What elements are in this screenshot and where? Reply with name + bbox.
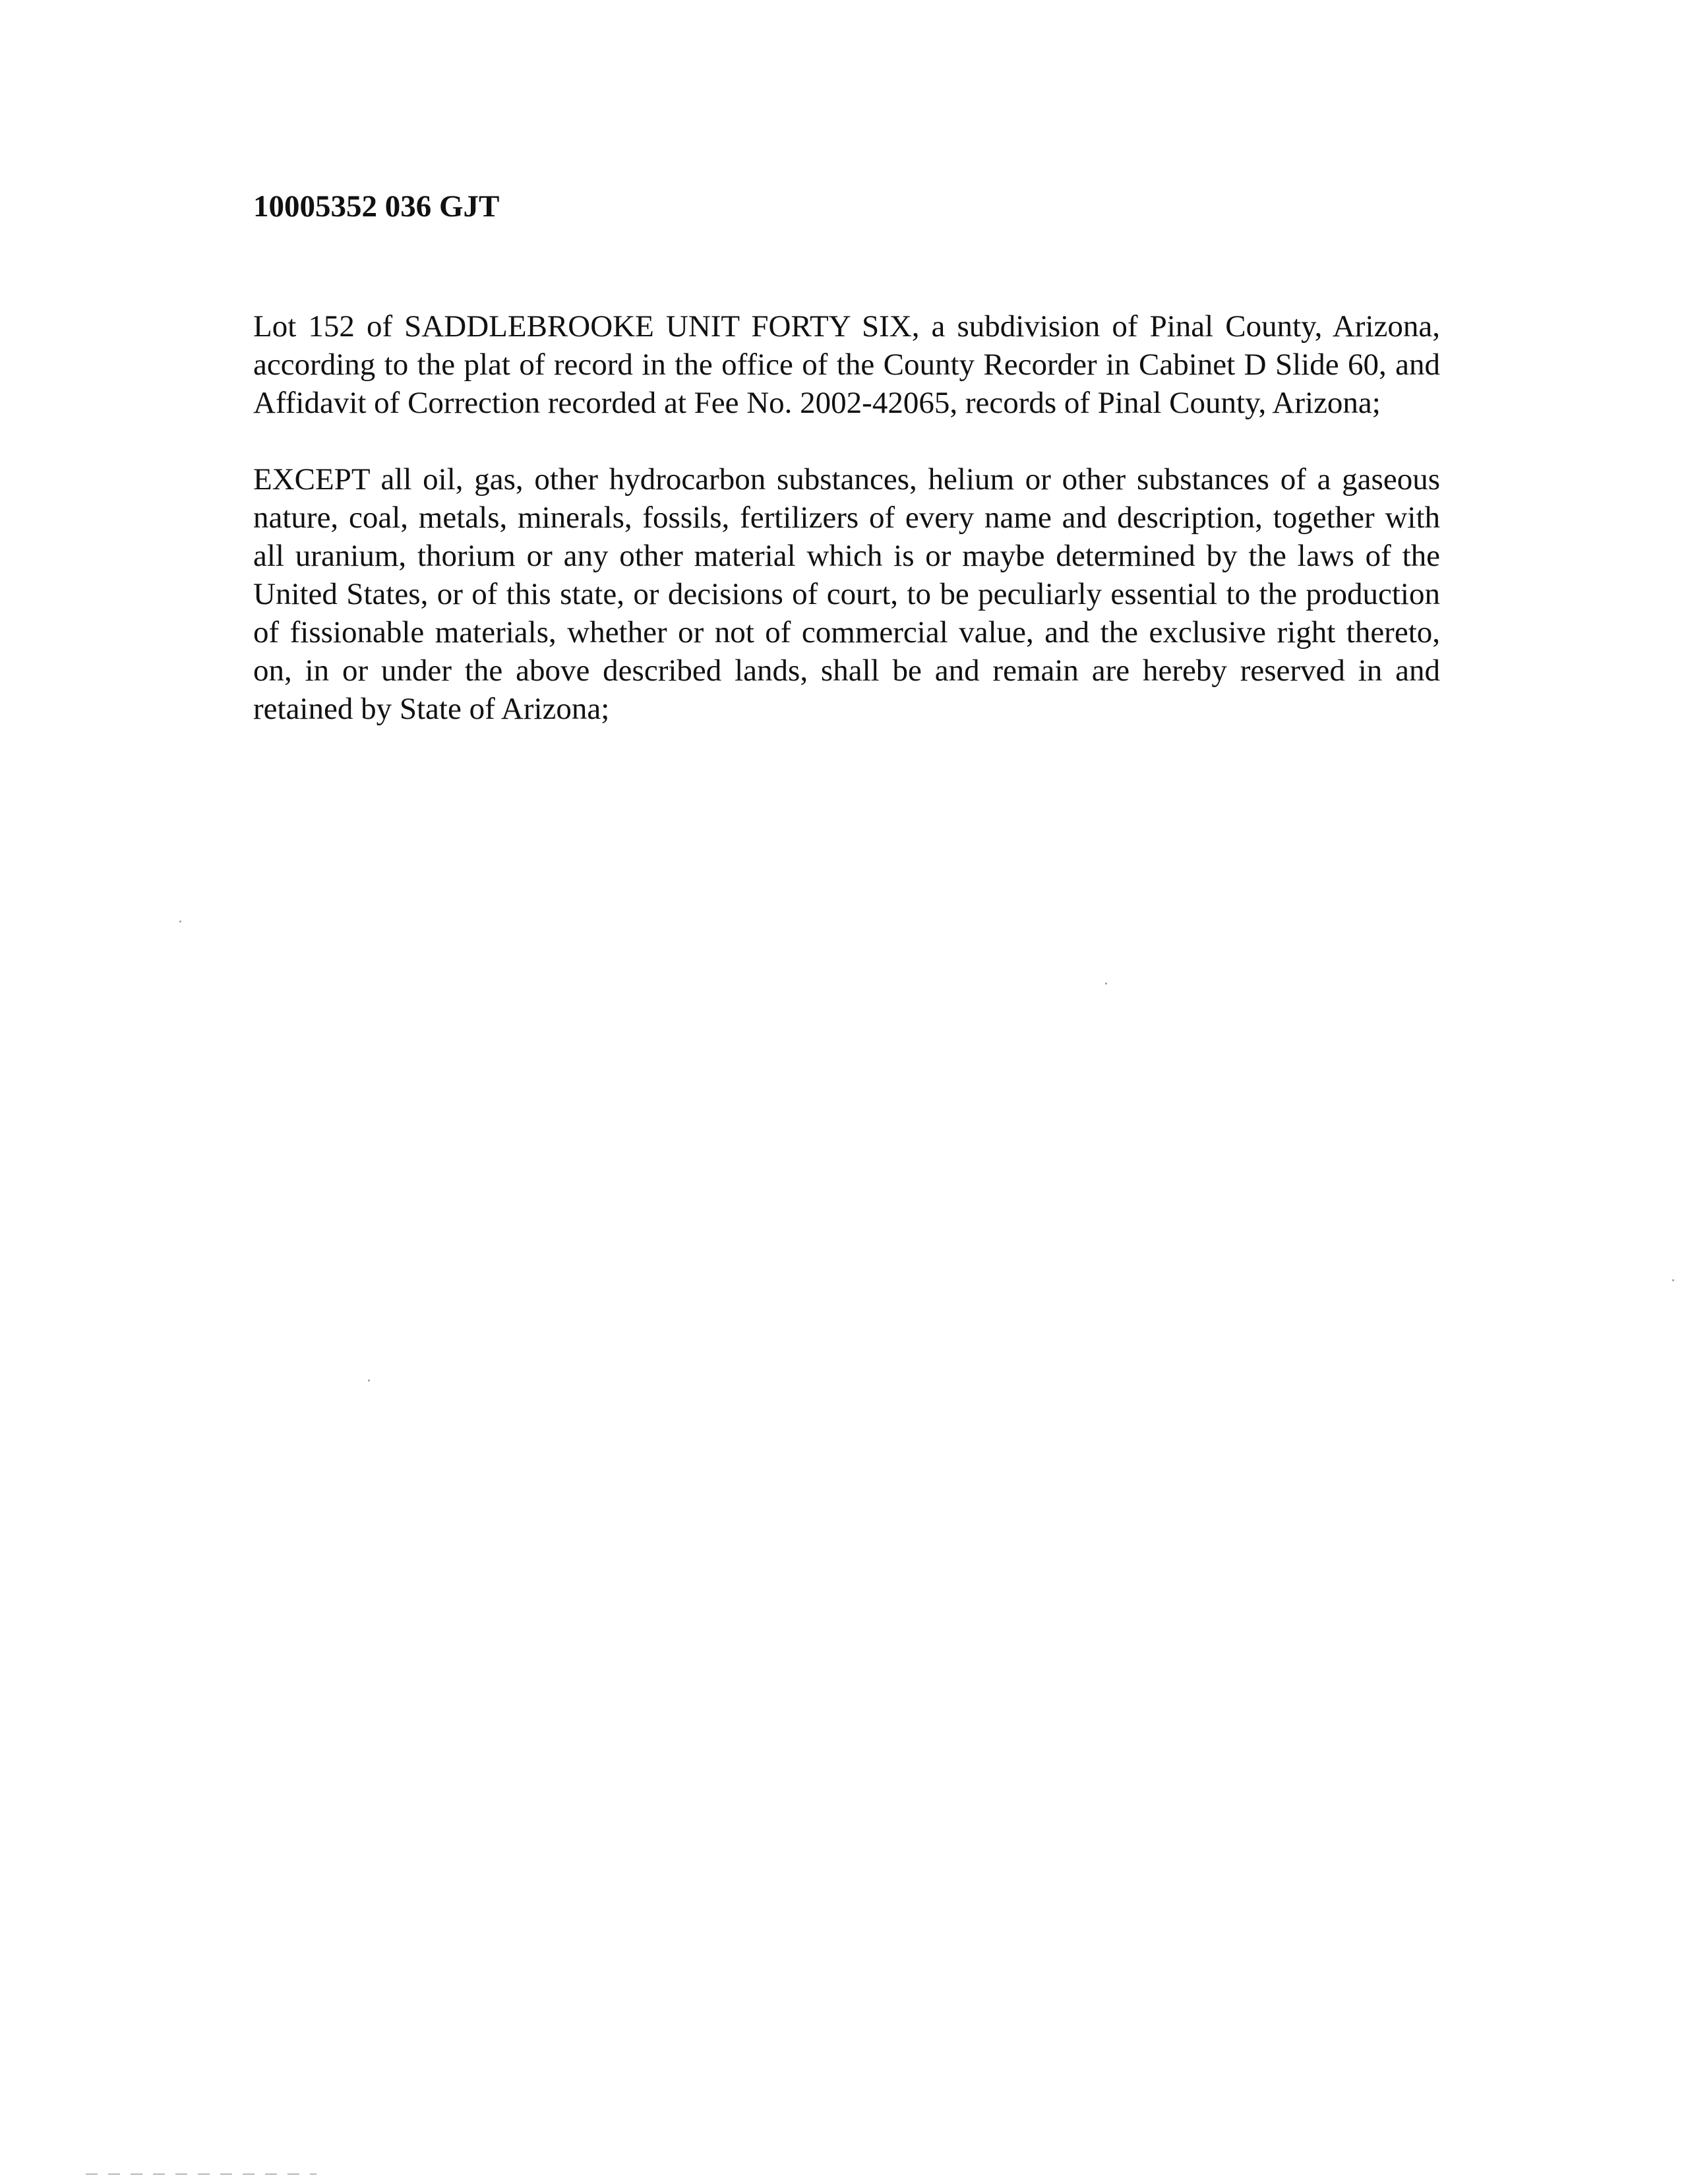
- legal-description-paragraph: Lot 152 of SADDLEBROOKE UNIT FORTY SIX, a subdivision of Pinal County, Arizona, according to the plat of record in the office of the County Recorder in Cabinet D Slide 60, and Affidavit of Correction recorded at Fee No. 2002-42065, records of Pinal County, Arizona;: [253, 309, 1440, 420]
- document-body: [253, 187, 1440, 766]
- scan-speck: [368, 1380, 370, 1381]
- scan-speck: [179, 921, 181, 923]
- scan-speck: [1672, 1279, 1674, 1281]
- mineral-exception-paragraph: EXCEPT all oil, gas, other hydrocarbon substances, helium or other substances of a gaseous nature, coal, metals, minerals, fossils, fertilizers of every name and description, together with all uranium, thorium or any other material which is or maybe determined by the laws of the United States, or of this state, or decisions of court, to be peculiarly essential to the production of fissionable materials, whether or not of commercial value, and the exclusive right thereto, on, in or under the above described lands, shall be and remain are hereby reserved in and retained by State of Arizona;: [253, 462, 1440, 726]
- document-id: 10005352 036 GJT: [253, 189, 500, 224]
- scan-edge-artifact: [86, 2173, 316, 2175]
- scan-speck: [1105, 983, 1107, 985]
